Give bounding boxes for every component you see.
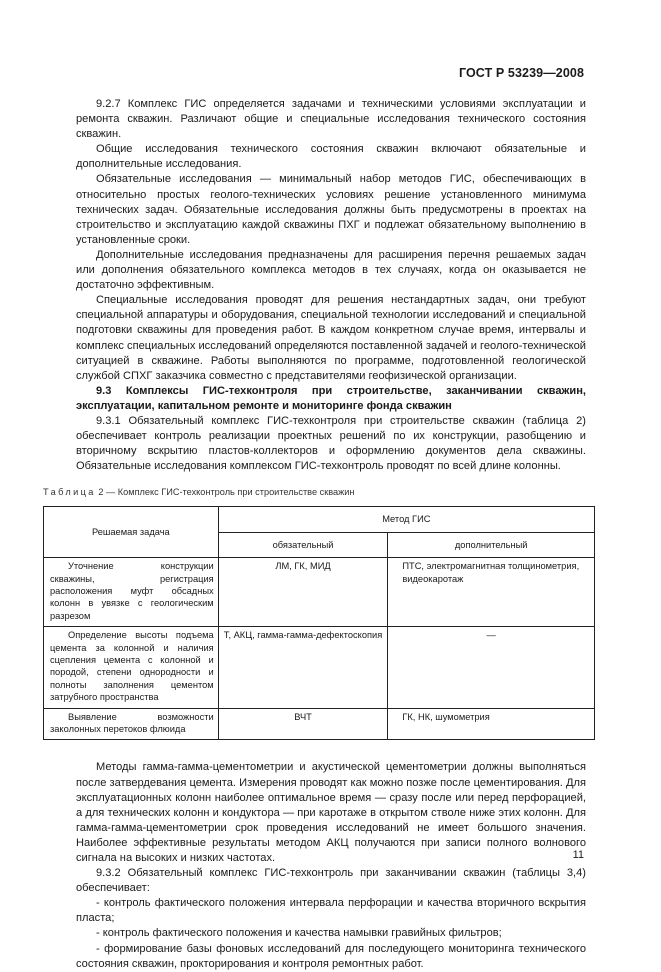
paragraph-special-studies: Специальные исследования проводят для решения нестандартных задач, они требуют специальной аппаратуры и оборудования, специальной технологии исследований и специальной подготовки скважины для проведения работ. В каждом конкретном случае время, интервалы и комплекс специальных исследований определяются поставленной задачей и геолого-технической ситуацией в скважине. Работы выполняются по программе, подготовленной геологической службой СПХГ заказчика совместно с представителями геофизической организации. [76, 294, 586, 382]
header-required: обязательный [218, 532, 388, 557]
cell-additional: ГК, НК, шумометрия [388, 708, 595, 740]
table-2 [43, 506, 595, 740]
cell-task: Выявление возможности заколонных перетоков флюида [44, 708, 219, 740]
paragraph-mandatory-studies: Обязательные исследования — минимальный набор методов ГИС, обеспечивающих в относительно простых геолого-технических условиях решение установленного минимума технических задач. Обязательные исследования должны быть предусмотрены в проектах на строительство и эксплуатацию каждой скважины ПХГ и подлежат обязательному выполнению в установленные сроки. [76, 173, 586, 246]
table-caption-text: 2 — Комплекс ГИС-техконтроль при строительстве скважин [98, 487, 355, 498]
table-row [44, 708, 595, 740]
page-content [43, 97, 586, 972]
cell-required: Т, АКЦ, гамма-гамма-дефектоскопия [218, 627, 388, 708]
paragraph-general-studies: Общие исследования технического состояния скважин включают обязательные и дополнительные исследования. [76, 143, 586, 171]
header-method: Метод ГИС [218, 507, 594, 532]
page-number: 11 [572, 849, 584, 861]
cell-additional: — [388, 627, 595, 708]
cell-required: ВЧТ [218, 708, 388, 740]
table-row [44, 627, 595, 708]
cell-additional: ПТС, электромагнитная толщинометрия, видеокаротаж [388, 558, 595, 627]
cell-task: Определение высоты подъема цемента за колонной и наличия сцепления цемента с колонной и породой, степени однородности и полноты заполнения цементом затрубного пространства [44, 627, 219, 708]
section-title-9-3: 9.3 Комплексы ГИС-техконтроля при строительстве, заканчивании скважин, эксплуатации, капитальном ремонте и мониторинге фонда скважин [76, 384, 586, 412]
paragraph-9-2-7: 9.2.7 Комплекс ГИС определяется задачами и техническими условиями эксплуатации и ремонта скважин. Различают общие и специальные исследования технического состояния скважин. [76, 98, 586, 141]
paragraph-cementometry: Методы гамма-гамма-цементометрии и акустической цементометрии должны выполняться после затвердевания цемента. Измерения проводят как можно позже после цементирования. Для эксплуатационных колонн наиболее оптимальное время — сразу после или перед перфорацией, а для технических колонн и кондуктора — при каротаже в открытом стволе ниже этих колонн. Для гамма-гамма-цементометрии срок проведения исследований не имеет большого значения. Наиболее эффективные результаты методом АКЦ получаются при записи полного волнового сигнала на высоких и низких частотах. [76, 761, 586, 864]
paragraph-9-3-2: 9.3.2 Обязательный комплекс ГИС-техконтроль при заканчивании скважин (таблицы 3,4) обеспечивает: [76, 867, 586, 895]
header-task: Решаемая задача [44, 507, 219, 558]
list-item: - контроль фактического положения и качества намывки гравийных фильтров; [96, 927, 502, 940]
table-caption [43, 486, 586, 498]
document-code-header: ГОСТ Р 53239—2008 [458, 66, 584, 80]
cell-required: ЛМ, ГК, МИД [218, 558, 388, 627]
list-item: - контроль фактического положения интервала перфорации и качества вторичного вскрытия пласта; [76, 897, 586, 925]
paragraph-additional-studies: Дополнительные исследования предназначены для расширения перечня решаемых задач или дополнения обязательного комплекса методов в тех случаях, когда он оказывается не достаточно эффективным. [76, 248, 586, 292]
paragraph-9-3-1: 9.3.1 Обязательный комплекс ГИС-техконтроля при строительстве скважин (таблица 2) обеспечивает контроль реализации проектных решений по их конструкции, разобщению и вторичному вскрытию пластов-коллекторов и оформлению документов дела скважины. Обязательные исследования комплексом ГИС-техконтроль проводят по всей длине колонны. [76, 414, 586, 473]
header-additional: дополнительный [388, 532, 595, 557]
table-caption-label: Таблица [43, 487, 96, 498]
list-item: - формирование базы фоновых исследований для последующего мониторинга технического состояния скважин, прокторирования и контроля ремонтных работ. [76, 942, 586, 970]
table-row [44, 558, 595, 627]
cell-task: Уточнение конструкции скважины, регистрация расположения муфт обсадных колонн в увязке с геологическим разрезом [44, 558, 219, 627]
